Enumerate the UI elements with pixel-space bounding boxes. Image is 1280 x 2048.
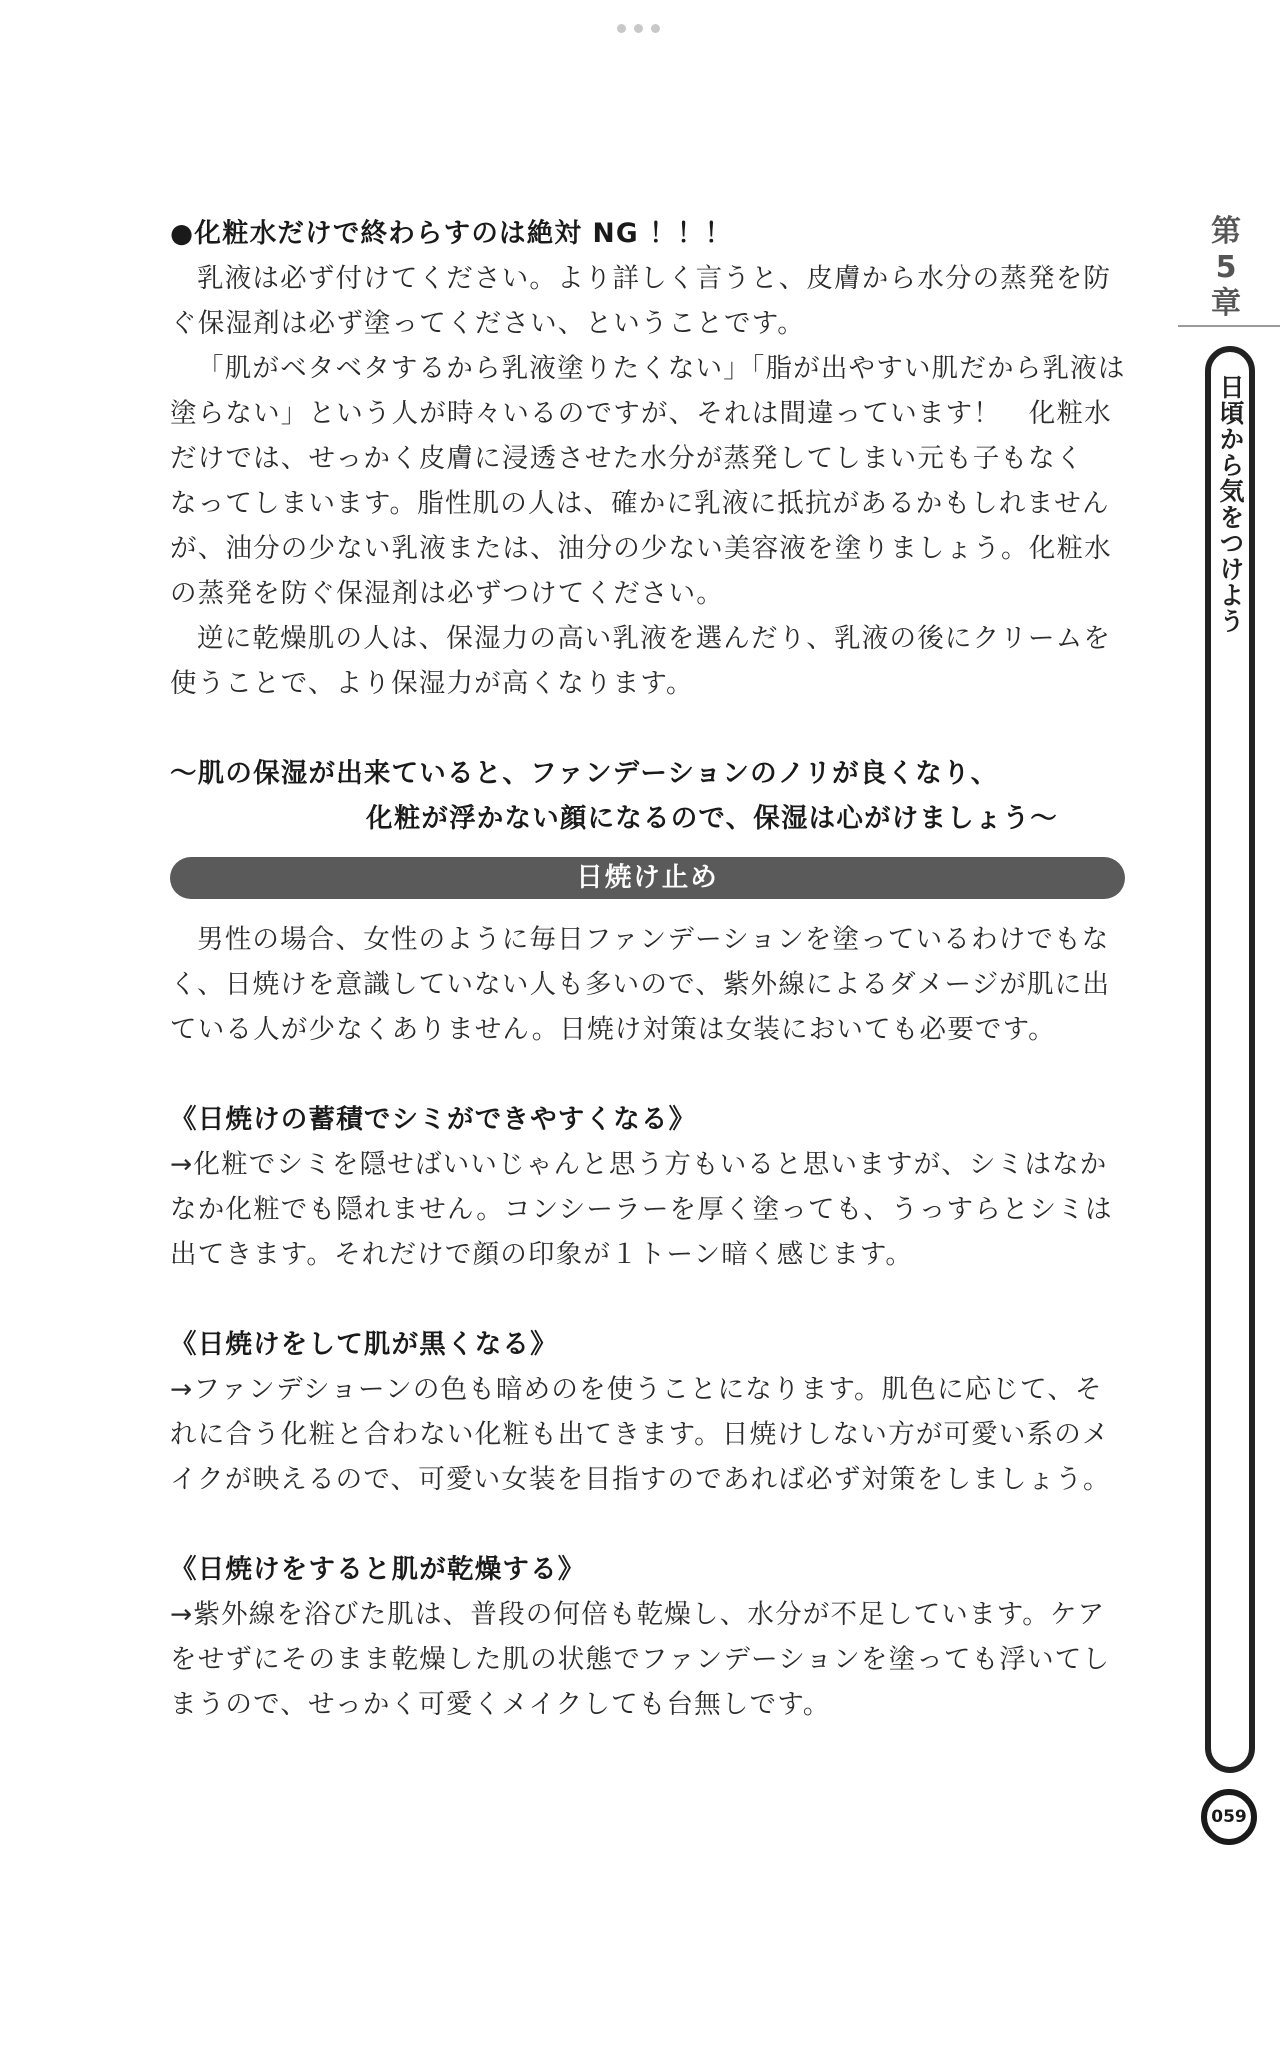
chapter-divider bbox=[1178, 325, 1280, 327]
menu-dot bbox=[651, 24, 660, 33]
paragraph-line: だけでは、せっかく皮膚に浸透させた水分が蒸発してしまい元も子もなく bbox=[170, 443, 1084, 474]
paragraph-line: 男性の場合、女性のように毎日ファンデーションを塗っているわけでもな bbox=[197, 924, 1110, 955]
paragraph-line: →化粧でシミを隠せばいいじゃんと思う方もいると思いますが、シミはなか bbox=[170, 1149, 1108, 1180]
paragraph-line: 使うことで、より保湿力が高くなります。 bbox=[170, 668, 694, 699]
menu-dot bbox=[617, 24, 626, 33]
chapter-tab bbox=[1205, 346, 1255, 1773]
chapter-label-char: 5 bbox=[1215, 250, 1237, 285]
subheading: 《日焼けの蓄積でシミができやすくなる》 bbox=[170, 1104, 697, 1135]
paragraph-line: イクが映えるので、可愛い女装を目指すのであれば必ず対策をしましょう。 bbox=[170, 1464, 1111, 1495]
chapter-tab-title: 日頃から気をつけよう bbox=[1216, 374, 1245, 634]
paragraph-line: →紫外線を浴びた肌は、普段の何倍も乾燥し、水分が不足しています。ケア bbox=[170, 1599, 1106, 1630]
paragraph-line: の蒸発を防ぐ保湿剤は必ずつけてください。 bbox=[170, 578, 724, 609]
paragraph-line: 乳液は必ず付けてください。より詳しく言うと、皮膚から水分の蒸発を防 bbox=[197, 263, 1112, 294]
chapter-label-char: 第 bbox=[1211, 214, 1241, 249]
paragraph-line: ぐ保湿剤は必ず塗ってください、ということです。 bbox=[170, 308, 805, 339]
callout-line: 〜肌の保湿が出来ていると、ファンデーションのノリが良くなり、 bbox=[170, 758, 999, 789]
paragraph-line: 出てきます。それだけで顔の印象が１トーン暗く感じます。 bbox=[170, 1239, 914, 1270]
chapter-label bbox=[1203, 214, 1249, 322]
paragraph-line: 逆に乾燥肌の人は、保湿力の高い乳液を選んだり、乳液の後にクリームを bbox=[197, 623, 1112, 654]
page-content bbox=[170, 211, 1125, 1727]
paragraph-line: をせずにそのまま乾燥した肌の状態でファンデーションを塗っても浮いてし bbox=[170, 1644, 1111, 1675]
paragraph-line: が、油分の少ない乳液または、油分の少ない美容液を塗りましょう。化粧水 bbox=[170, 533, 1112, 564]
menu-dot bbox=[634, 24, 643, 33]
callout-line: 化粧が浮かない顔になるので、保湿は心がけましょう〜 bbox=[366, 803, 1058, 834]
heading-no-toner-only: ●化粧水だけで終わらすのは絶対 NG ！！！ bbox=[170, 218, 733, 249]
paragraph-line: 塗らない」という人が時々いるのですが、それは間違っています！ 化粧水 bbox=[170, 398, 1112, 429]
paragraph-line: 「肌がベタベタするから乳液塗りたくない」「脂が出やすい肌だから乳液は bbox=[197, 353, 1126, 384]
chapter-label-char: 章 bbox=[1211, 286, 1241, 321]
subheading: 《日焼けをすると肌が乾燥する》 bbox=[170, 1554, 586, 1585]
paragraph-line: まうので、せっかく可愛くメイクしても台無しです。 bbox=[170, 1689, 831, 1720]
paragraph-line: れに合う化粧と合わない化粧も出てきます。日焼けしない方が可愛い系のメ bbox=[170, 1419, 1110, 1450]
menu-dots-icon[interactable] bbox=[617, 24, 660, 33]
page-number: 059 bbox=[1201, 1789, 1257, 1845]
paragraph-line: く、日焼けを意識していない人も多いので、紫外線によるダメージが肌に出 bbox=[170, 969, 1111, 1000]
paragraph-line: ている人が少なくありません。日焼け対策は女装においても必要です。 bbox=[170, 1014, 1056, 1045]
subheading: 《日焼けをして肌が黒くなる》 bbox=[170, 1329, 558, 1360]
section-header-sunscreen: 日焼け止め bbox=[170, 857, 1125, 899]
paragraph-line: なってしまいます。脂性肌の人は、確かに乳液に抵抗があるかもしれません bbox=[170, 488, 1110, 519]
paragraph-line: なか化粧でも隠れません。コンシーラーを厚く塗っても、うっすらとシミは bbox=[170, 1194, 1113, 1225]
paragraph-line: →ファンデショーンの色も暗めのを使うことになります。肌色に応じて、そ bbox=[170, 1374, 1103, 1405]
